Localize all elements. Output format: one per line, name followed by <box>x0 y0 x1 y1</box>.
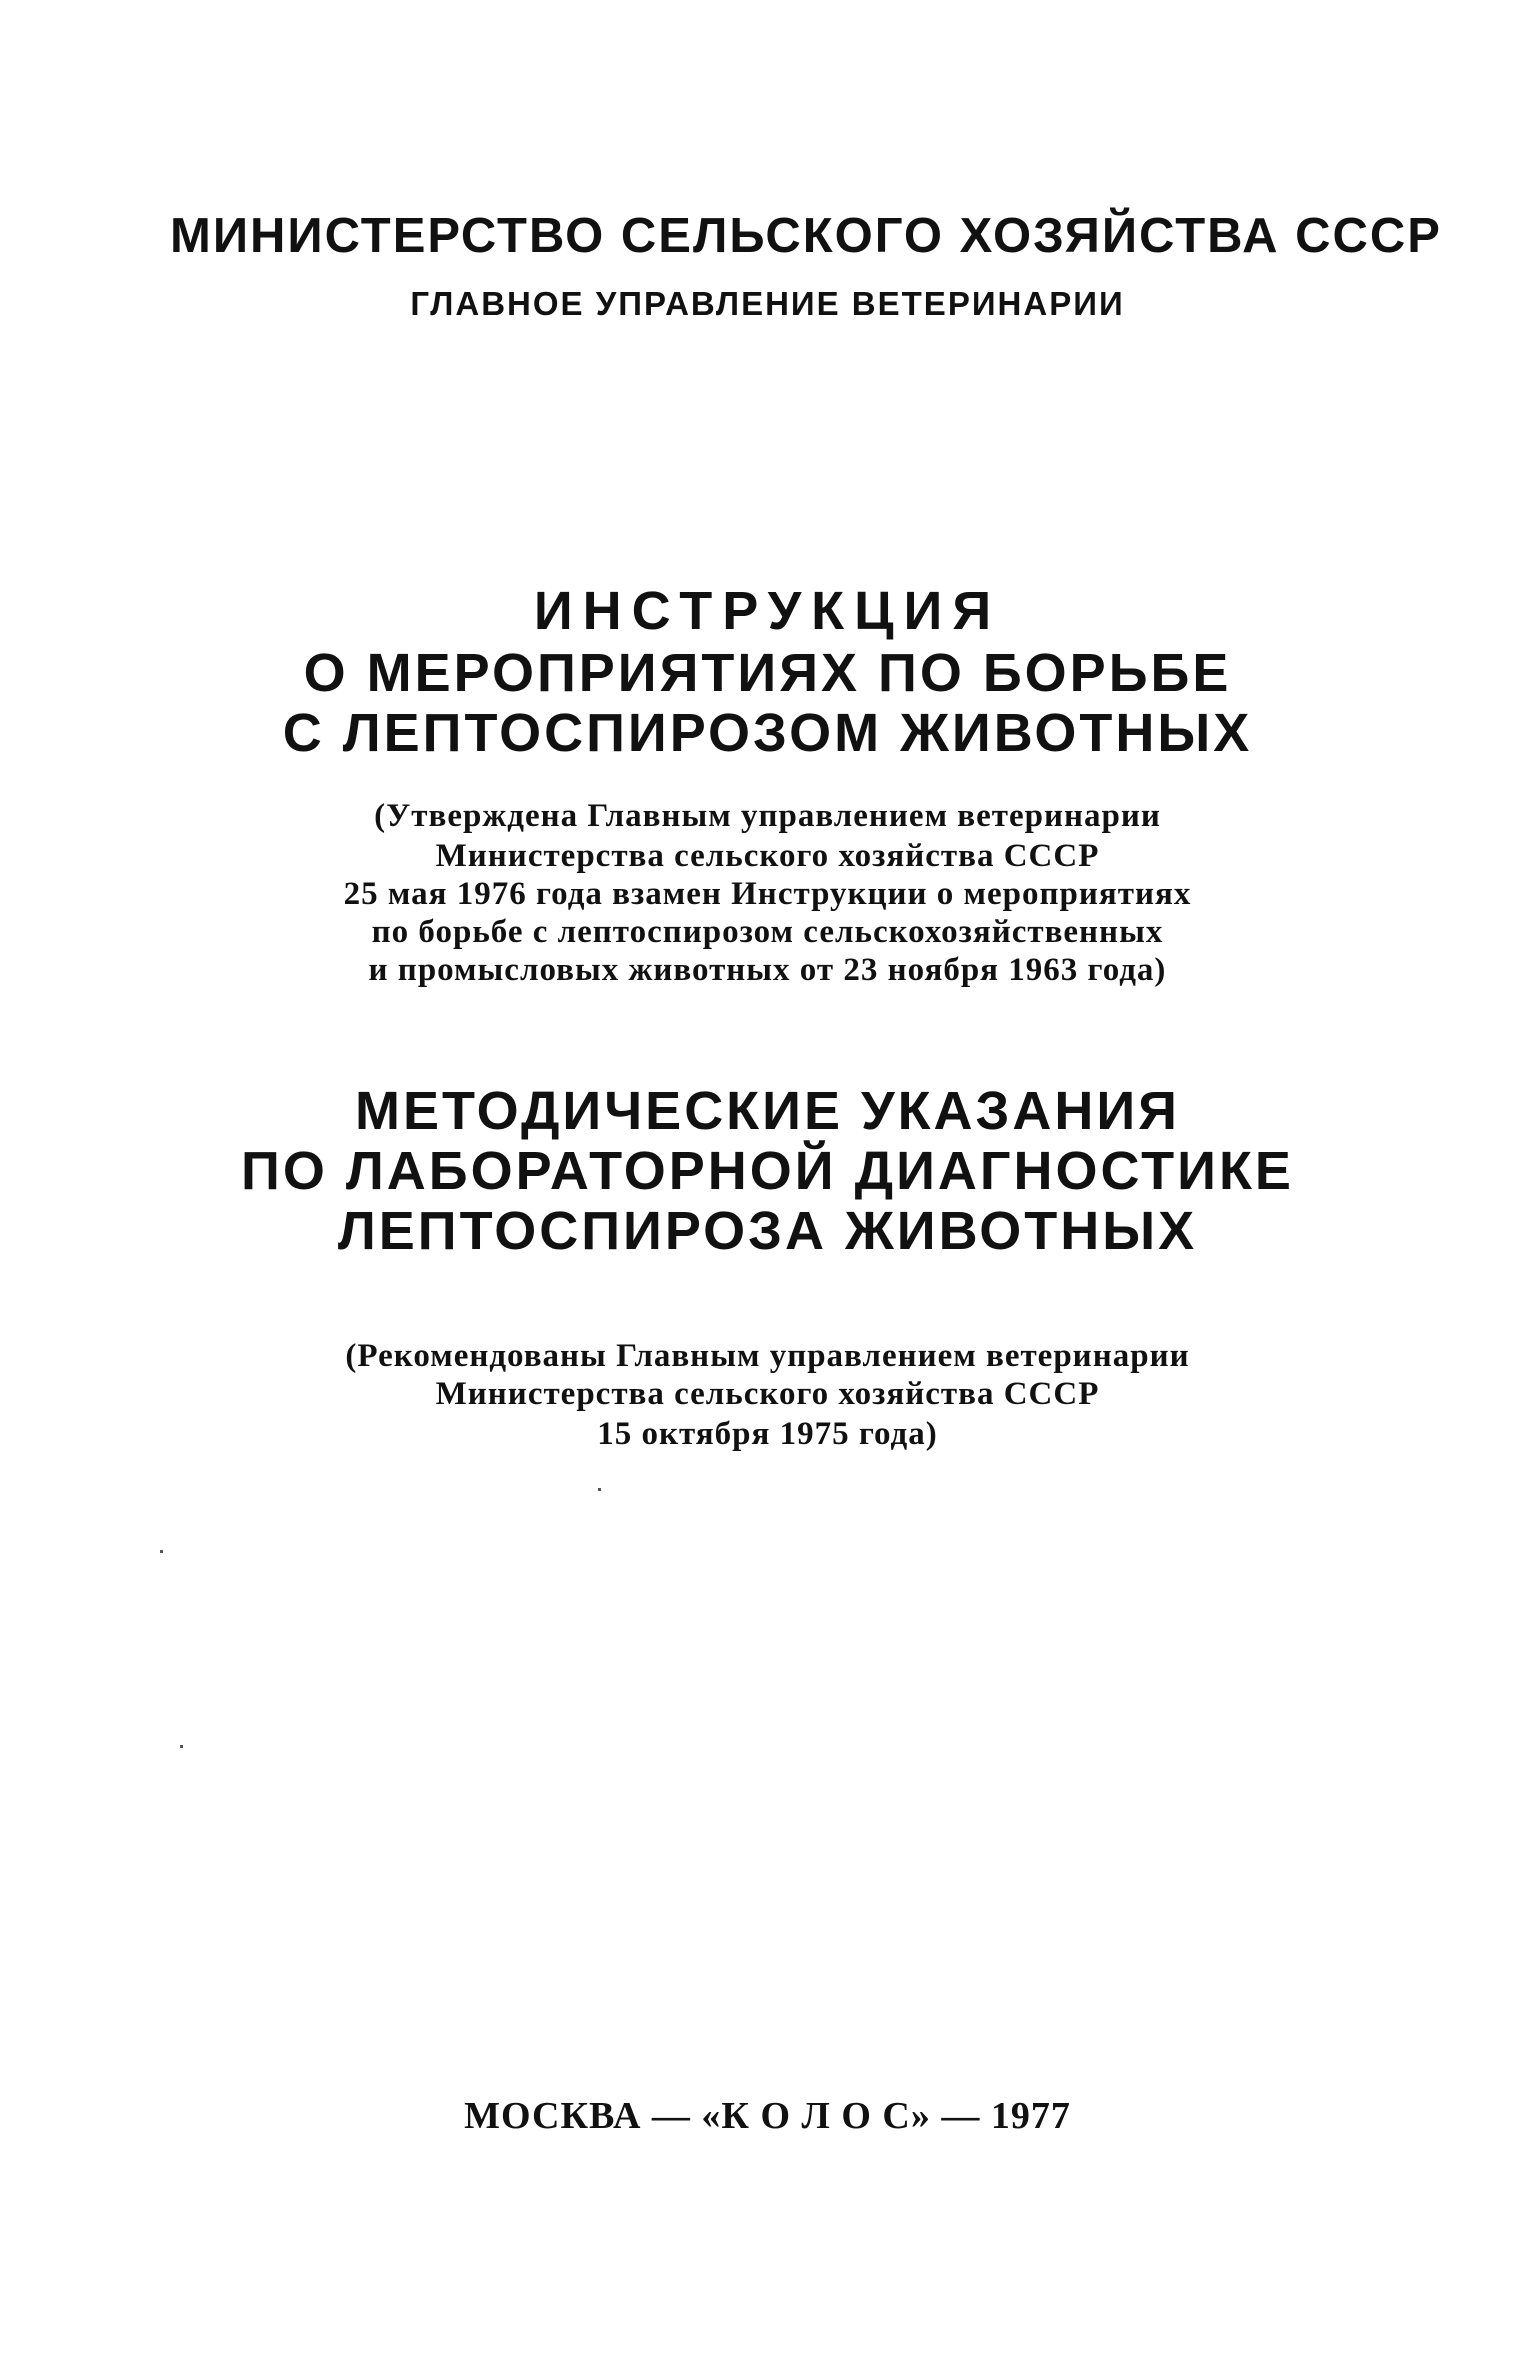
ministry-heading: МИНИСТЕРСТВО СЕЛЬСКОГО ХОЗЯЙСТВА СССР <box>170 209 1442 263</box>
approval-note-line-4: по борьбе с лептоспирозом сельскохозяйственных <box>371 914 1164 950</box>
print-speck <box>598 1488 601 1491</box>
print-speck <box>160 1550 163 1553</box>
directorate-heading: ГЛАВНОЕ УПРАВЛЕНИЕ ВЕТЕРИНАРИИ <box>410 285 1125 322</box>
instruction-title-line-3: С ЛЕПТОСПИРОЗОМ ЖИВОТНЫХ <box>282 703 1253 763</box>
guidelines-title-line-1: МЕТОДИЧЕСКИЕ УКАЗАНИЯ <box>355 1081 1180 1141</box>
publisher-imprint: МОСКВА — «К О Л О С» — 1977 <box>464 2095 1071 2137</box>
approval-note-line-3: 25 мая 1976 года взамен Инструкции о мероприятиях <box>343 876 1192 912</box>
guidelines-title-line-2: ПО ЛАБОРАТОРНОЙ ДИАГНОСТИКЕ <box>241 1141 1294 1201</box>
instruction-title-line-1: ИНСТРУКЦИЯ <box>533 581 1002 641</box>
recommendation-note-line-3: 15 октября 1975 года) <box>597 1416 938 1452</box>
instruction-title-line-2: О МЕРОПРИЯТИЯХ ПО БОРЬБЕ <box>303 643 1232 703</box>
approval-note-line-1: (Утверждена Главным управлением ветеринарии <box>374 798 1161 834</box>
print-speck <box>180 1745 183 1748</box>
approval-note-line-5: и промысловых животных от 23 ноября 1963 года) <box>368 952 1167 988</box>
guidelines-title-line-3: ЛЕПТОСПИРОЗА ЖИВОТНЫХ <box>337 1201 1198 1261</box>
recommendation-note-line-1: (Рекомендованы Главным управлением ветеринарии <box>345 1338 1190 1374</box>
recommendation-note-line-2: Министерства сельского хозяйства СССР <box>435 1376 1100 1412</box>
approval-note-line-2: Министерства сельского хозяйства СССР <box>435 838 1100 874</box>
